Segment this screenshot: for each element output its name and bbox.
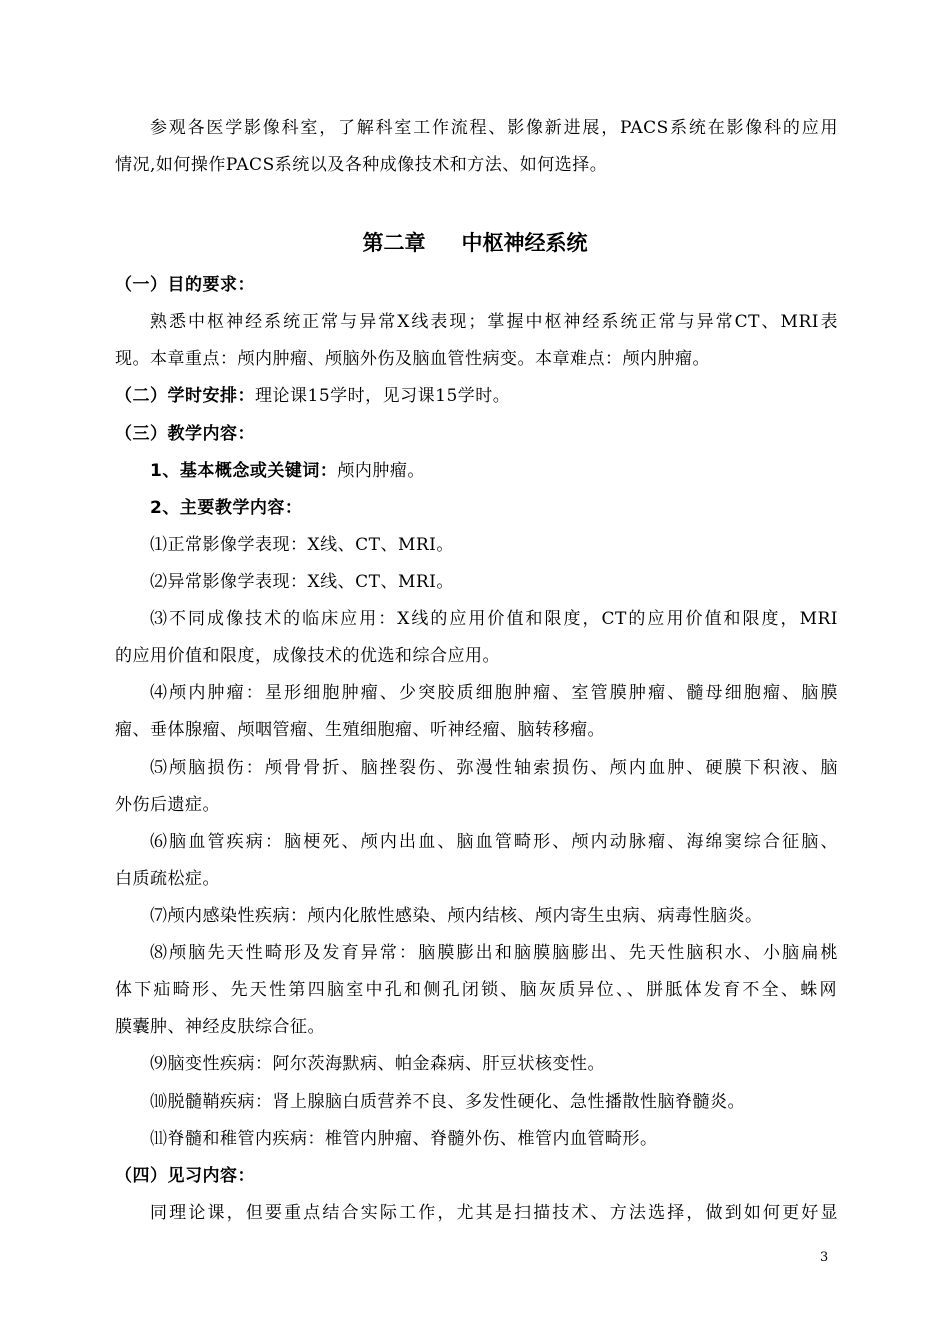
chapter-name: 中枢神经系统 <box>461 231 588 255</box>
section-1-heading: （一）目的要求： <box>115 275 255 295</box>
point-5-line-2: 外伤后遗症。 <box>115 795 220 815</box>
item-1-text: 颅内肿瘤。 <box>337 461 425 481</box>
point-6-line-1: ⑹脑血管疾病：脑梗死、颅内出血、脑血管畸形、颅内动脉瘤、海绵窦综合征脑、 <box>150 832 838 852</box>
point-3-line-2: 的应用价值和限度，成像技术的优选和综合应用。 <box>115 646 500 666</box>
point-5-line-1: ⑸颅脑损伤：颅骨骨折、脑挫裂伤、弥漫性轴索损伤、颅内血肿、硬膜下积液、脑 <box>150 758 838 778</box>
point-6-line-2: 白质疏松症。 <box>115 869 220 889</box>
point-8-line-2: 体下疝畸形、先天性第四脑室中孔和侧孔闭锁、脑灰质异位、、胼胝体发育不全、蛛网 <box>115 980 837 1000</box>
point-11: ⑾脊髓和稚管内疾病：椎管内肿瘤、脊髓外伤、椎管内血管畸形。 <box>150 1129 658 1149</box>
intro-line-2: 情况,如何操作PACS系统以及各种成像技术和方法、如何选择。 <box>115 155 608 175</box>
section-2-heading: （二）学时安排： <box>115 386 255 406</box>
section-3-item-2-label: 2、主要教学内容： <box>150 498 303 518</box>
point-4-line-1: ⑷颅内肿瘤：星形细胞肿瘤、少突胶质细胞肿瘤、室管膜肿瘤、髓母细胞瘤、脑膜 <box>150 683 838 703</box>
chapter-title <box>0 230 950 256</box>
section-1-body-line-2: 现。本章重点：颅内肿瘤、颅脑外伤及脑血管性病变。本章难点：颅内肿瘤。 <box>115 349 710 369</box>
point-7: ⑺颅内感染性疾病：颅内化脓性感染、颅内结核、颅内寄生虫病、病毒性脑炎。 <box>150 906 763 926</box>
section-3-heading: （三）教学内容： <box>115 424 255 444</box>
point-8-line-3: 膜囊肿、神经皮肤综合征。 <box>115 1017 325 1037</box>
section-2 <box>115 385 510 407</box>
point-10: ⑽脱髓鞘疾病：肾上腺脑白质营养不良、多发性硬化、急性播散性脑脊髓炎。 <box>150 1092 745 1112</box>
section-4-body-line-1: 同理论课，但要重点结合实际工作，尤其是扫描技术、方法选择，做到如何更好显 <box>150 1203 838 1223</box>
item-1-label: 1、基本概念或关键词： <box>150 461 338 481</box>
point-4-line-2: 瘤、垂体腺瘤、颅咽管瘤、生殖细胞瘤、听神经瘤、脑转移瘤。 <box>115 720 605 740</box>
chapter-number: 第二章 <box>362 231 426 255</box>
section-4-heading: （四）见习内容： <box>115 1166 255 1186</box>
point-8-line-1: ⑻颅脑先天性畸形及发育异常：脑膜膨出和脑膜脑膨出、先天性脑积水、小脑扁桃 <box>150 943 838 963</box>
page-number: 3 <box>820 1250 829 1265</box>
point-1: ⑴正常影像学表现：X线、CT、MRI。 <box>150 535 454 555</box>
section-1-body-line-1: 熟悉中枢神经系统正常与异常X线表现；掌握中枢神经系统正常与异常CT、MRI表 <box>150 312 838 332</box>
point-9: ⑼脑变性疾病：阿尔茨海默病、帕金森病、肝豆状核变性。 <box>150 1054 605 1074</box>
point-2: ⑵异常影像学表现：X线、CT、MRI。 <box>150 572 454 592</box>
point-3-line-1: ⑶不同成像技术的临床应用：X线的应用价值和限度，CT的应用价值和限度，MRI <box>150 609 838 629</box>
section-3-item-1 <box>150 460 425 482</box>
intro-line-1: 参观各医学影像科室，了解科室工作流程、影像新进展，PACS系统在影像科的应用 <box>150 118 838 138</box>
section-2-body: 理论课15学时，见习课15学时。 <box>255 386 511 406</box>
